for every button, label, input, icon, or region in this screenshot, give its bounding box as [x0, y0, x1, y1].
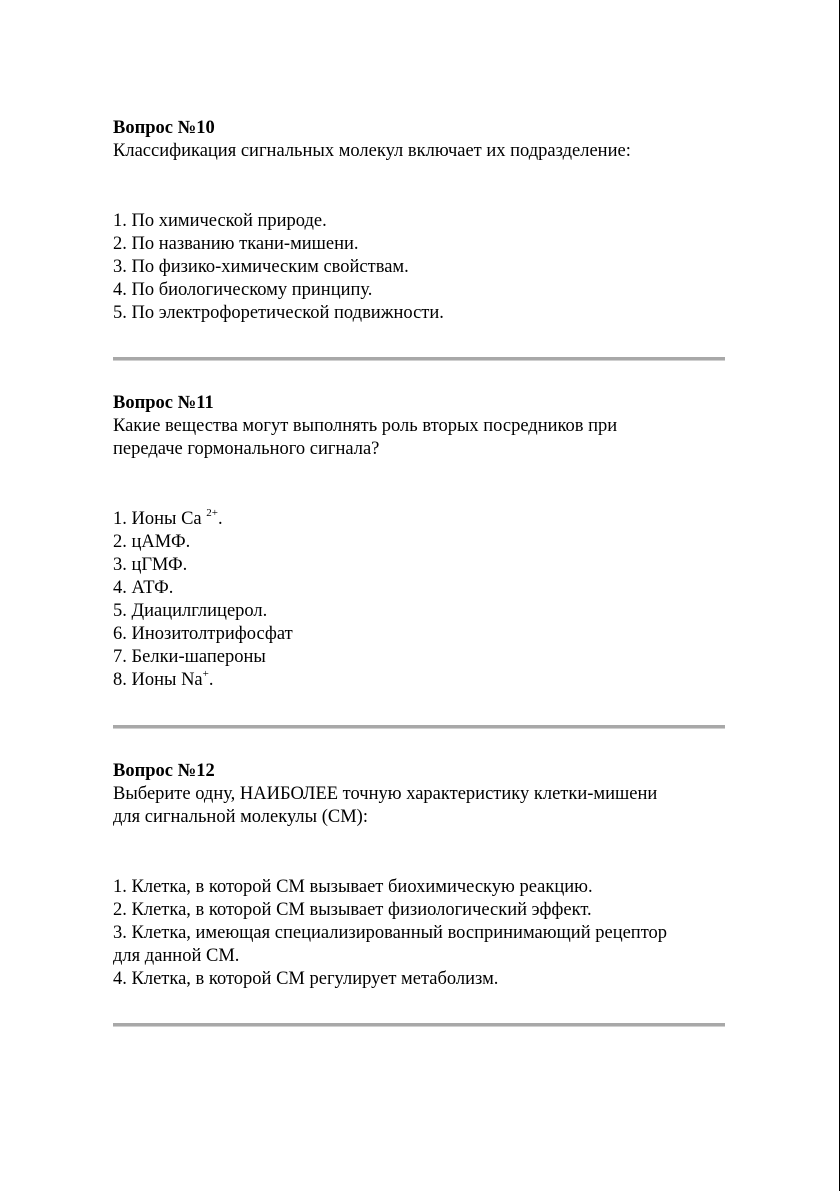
answer-text: Ионы Na: [131, 670, 203, 690]
answer-number: 6.: [113, 624, 127, 644]
answer-item: [113, 876, 753, 899]
answer-text: Клетка, в которой СМ вызывает биохимическую реакцию.: [131, 877, 593, 897]
question-text-line: для сигнальной молекулы (СМ):: [113, 807, 368, 827]
answer-number: 8.: [113, 670, 127, 690]
question-title: Вопрос №12: [113, 761, 215, 781]
answer-number: 2.: [113, 234, 127, 254]
question-11: [113, 392, 753, 692]
answer-item: [113, 968, 753, 991]
answer-text: По химической природе.: [131, 211, 327, 231]
question-text-line: Классификация сигнальных молекул включает их подразделение:: [113, 141, 631, 161]
answer-item: [113, 256, 753, 279]
answer-item: [113, 279, 753, 302]
answer-number: 4.: [113, 280, 127, 300]
answer-text: Ионы Ca: [131, 509, 202, 529]
answer-item: [113, 302, 753, 325]
answer-text: Белки-шапероны: [131, 647, 266, 667]
answer-number: 4.: [113, 969, 127, 989]
question-text: [113, 783, 753, 829]
answer-list: [113, 508, 753, 692]
separator-line: [113, 1023, 725, 1027]
answer-text-continuation: для данной СМ.: [113, 946, 240, 966]
answer-text: АТФ.: [131, 578, 174, 598]
question-text-line: Какие вещества могут выполнять роль вторых посредников при: [113, 416, 618, 436]
answer-text: По биологическому принципу.: [131, 280, 373, 300]
separator-line: [113, 357, 725, 361]
answer-text: Клетка, имеющая специализированный воспринимающий рецептор: [131, 923, 668, 943]
answer-number: 2.: [113, 532, 127, 552]
answer-item: [113, 531, 753, 554]
answer-number: 2.: [113, 900, 127, 920]
superscript-charge: 2+: [206, 507, 218, 519]
answer-number: 3.: [113, 923, 127, 943]
answer-number: 5.: [113, 601, 127, 621]
answer-item: [113, 899, 753, 922]
superscript-charge: +: [202, 668, 209, 680]
answer-text-end: .: [217, 509, 223, 529]
answer-number: 5.: [113, 303, 127, 323]
question-12: [113, 760, 753, 991]
question-title: Вопрос №10: [113, 118, 215, 138]
answer-number: 7.: [113, 647, 127, 667]
answer-item: [113, 922, 753, 968]
answer-number: 3.: [113, 555, 127, 575]
answer-text: По названию ткани-мишени.: [131, 234, 359, 254]
question-text: [113, 140, 753, 163]
answer-text: Диацилглицерол.: [131, 601, 268, 621]
answer-item: [113, 623, 753, 646]
answer-text: Инозитолтрифосфат: [131, 624, 293, 644]
answer-text: Клетка, в которой СМ вызывает физиологический эффект.: [131, 900, 592, 920]
answer-item: [113, 210, 753, 233]
question-text-line: Выберите одну, НАИБОЛЕЕ точную характеристику клетки-мишени: [113, 784, 658, 804]
question-text-line: передаче гормонального сигнала?: [113, 439, 380, 459]
answer-text: Клетка, в которой СМ регулирует метаболизм.: [131, 969, 499, 989]
answer-item: [113, 646, 753, 669]
answer-number: 3.: [113, 257, 127, 277]
separator-line: [113, 725, 725, 729]
answer-list: [113, 876, 753, 991]
answer-item: [113, 508, 753, 531]
answer-item: [113, 577, 753, 600]
answer-number: 1.: [113, 509, 127, 529]
answer-item: [113, 233, 753, 256]
answer-item: [113, 600, 753, 623]
answer-number: 1.: [113, 877, 127, 897]
answer-number: 4.: [113, 578, 127, 598]
question-10: [113, 117, 753, 325]
answer-item: [113, 669, 753, 692]
question-title: Вопрос №11: [113, 393, 214, 413]
answer-text-end: .: [208, 670, 214, 690]
answer-text: цАМФ.: [131, 532, 191, 552]
answer-text: По физико-химическим свойствам.: [131, 257, 409, 277]
answer-item: [113, 554, 753, 577]
answer-text: цГМФ.: [131, 555, 188, 575]
answer-list: [113, 210, 753, 325]
answer-number: 1.: [113, 211, 127, 231]
answer-text: По электрофоретической подвижности.: [131, 303, 444, 323]
question-text: [113, 415, 753, 461]
